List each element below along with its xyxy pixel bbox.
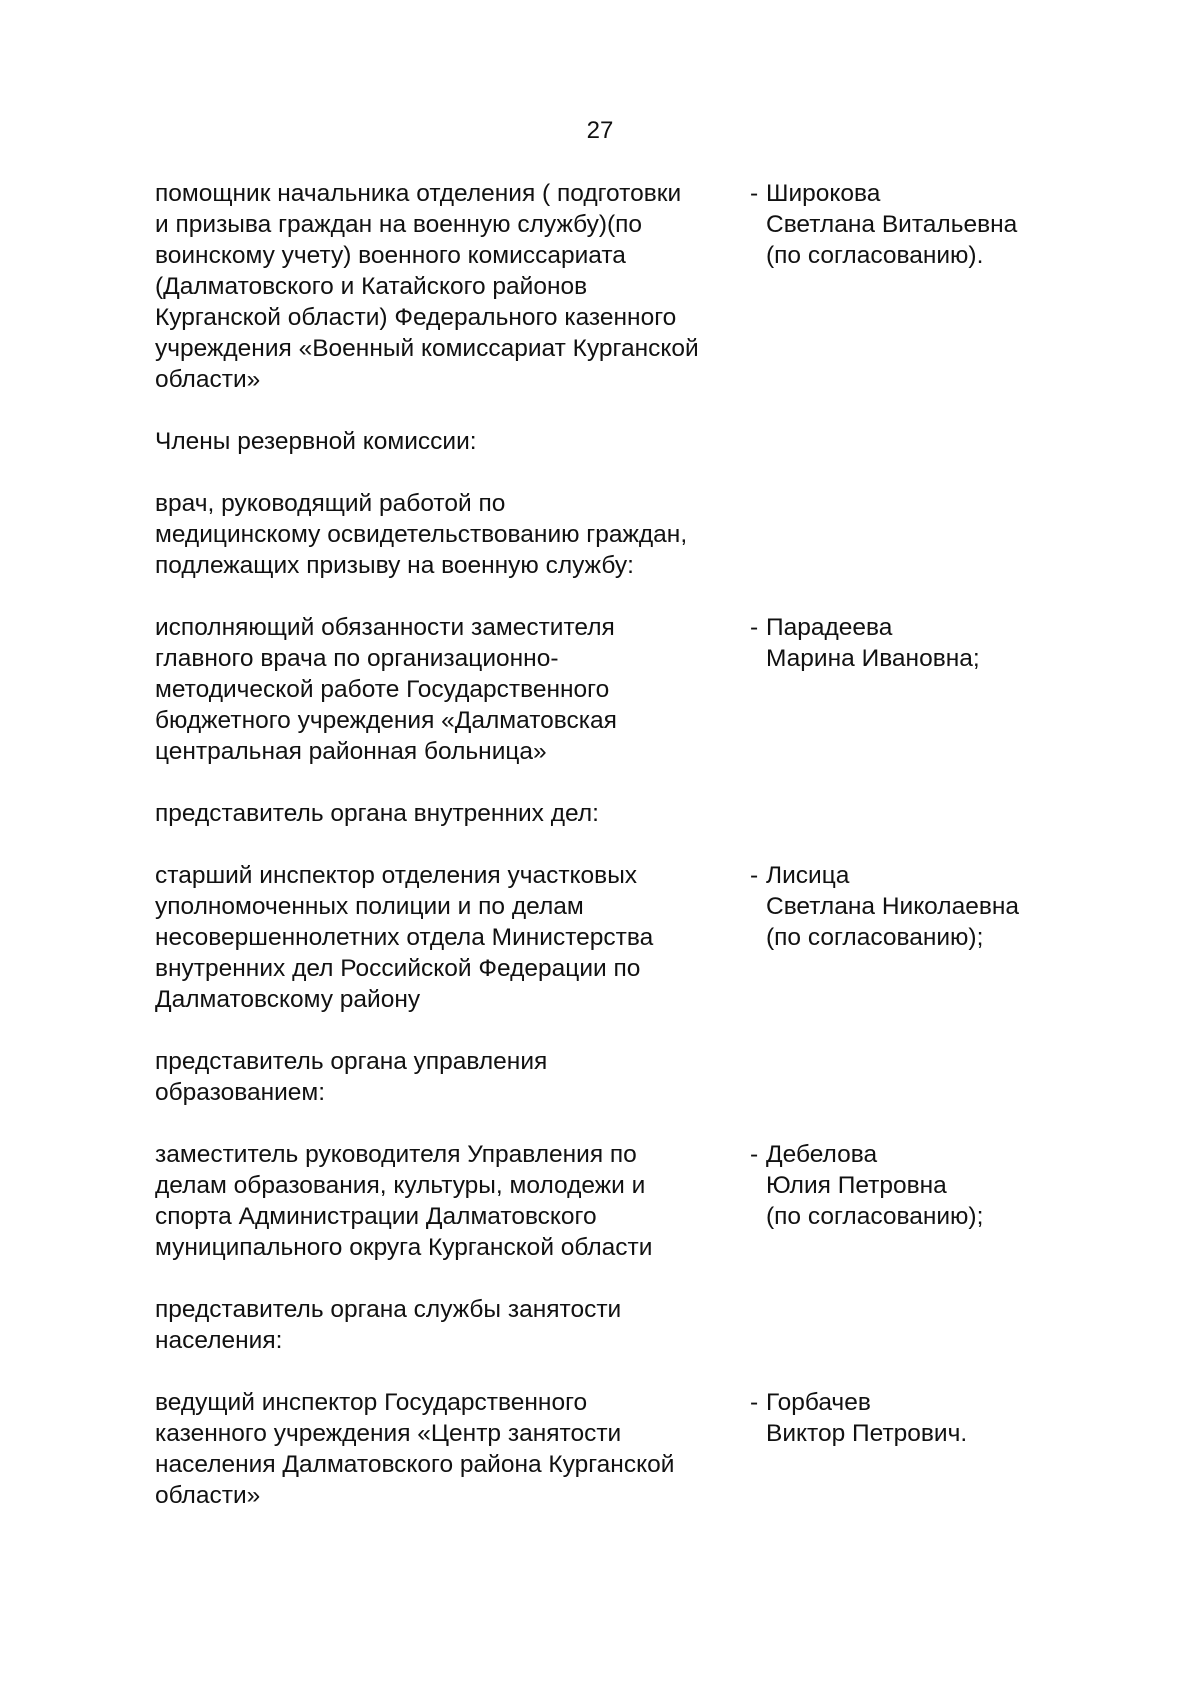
section-title: Члены резервной комиссии:	[155, 428, 477, 455]
dash: -	[750, 1389, 759, 1416]
member-position: помощник начальника отделения ( подготовки и призыва граждан на военную службу)(по воинскому учету) военного комиссариата (Далматовского и Катайского районов Курганской области) Федерального казенного учреждения «Военный комиссариат Курганской области»	[155, 180, 699, 393]
dash: -	[750, 862, 759, 889]
dash: -	[750, 614, 759, 641]
document-body	[155, 178, 1055, 1511]
member-name-block	[750, 860, 1019, 953]
education-heading: представитель органа управления образованием:	[155, 1048, 548, 1106]
member-position: исполняющий обязанности заместителя главного врача по организационно- методической работе Государственного бюджетного учреждения «Далматовская центральная районная больница»	[155, 614, 617, 765]
member-position: ведущий инспектор Государственного казенного учреждения «Центр занятости населения Далматовского района Курганской области»	[155, 1389, 675, 1509]
member-name-block	[750, 1387, 967, 1449]
member-row-assistant	[155, 178, 1055, 395]
member-position: старший инспектор отделения участковых уполномоченных полиции и по делам несовершеннолетних отдела Министерства внутренних дел Российской Федерации по Далматовскому району	[155, 862, 654, 1013]
member-row-police	[155, 860, 1055, 1015]
member-position: заместитель руководителя Управления по делам образования, культуры, молодежи и спорта Администрации Далматовского муниципального округа Курганской области	[155, 1141, 653, 1261]
member-row-education	[155, 1139, 1055, 1263]
dash: -	[750, 1141, 759, 1168]
member-name: Парадеева Марина Ивановна;	[766, 614, 980, 672]
doctor-heading: врач, руководящий работой по медицинскому освидетельствованию граждан, подлежащих призыву на военную службу:	[155, 490, 688, 579]
member-row-employment	[155, 1387, 1055, 1511]
page-number: 27	[586, 117, 614, 144]
member-name-block	[750, 178, 1017, 271]
member-name: Горбачев Виктор Петрович.	[766, 1389, 968, 1447]
member-name-block	[750, 1139, 983, 1232]
member-name: Широкова Светлана Витальевна (по согласованию).	[766, 180, 1018, 269]
member-name: Лисица Светлана Николаевна (по согласованию);	[766, 862, 1019, 951]
employment-heading: представитель органа службы занятости населения:	[155, 1296, 622, 1354]
dash: -	[750, 180, 759, 207]
member-row-doctor	[155, 612, 1055, 767]
police-heading: представитель органа внутренних дел:	[155, 800, 599, 827]
member-name-block	[750, 612, 980, 674]
member-name: Дебелова Юлия Петровна (по согласованию);	[766, 1141, 984, 1230]
